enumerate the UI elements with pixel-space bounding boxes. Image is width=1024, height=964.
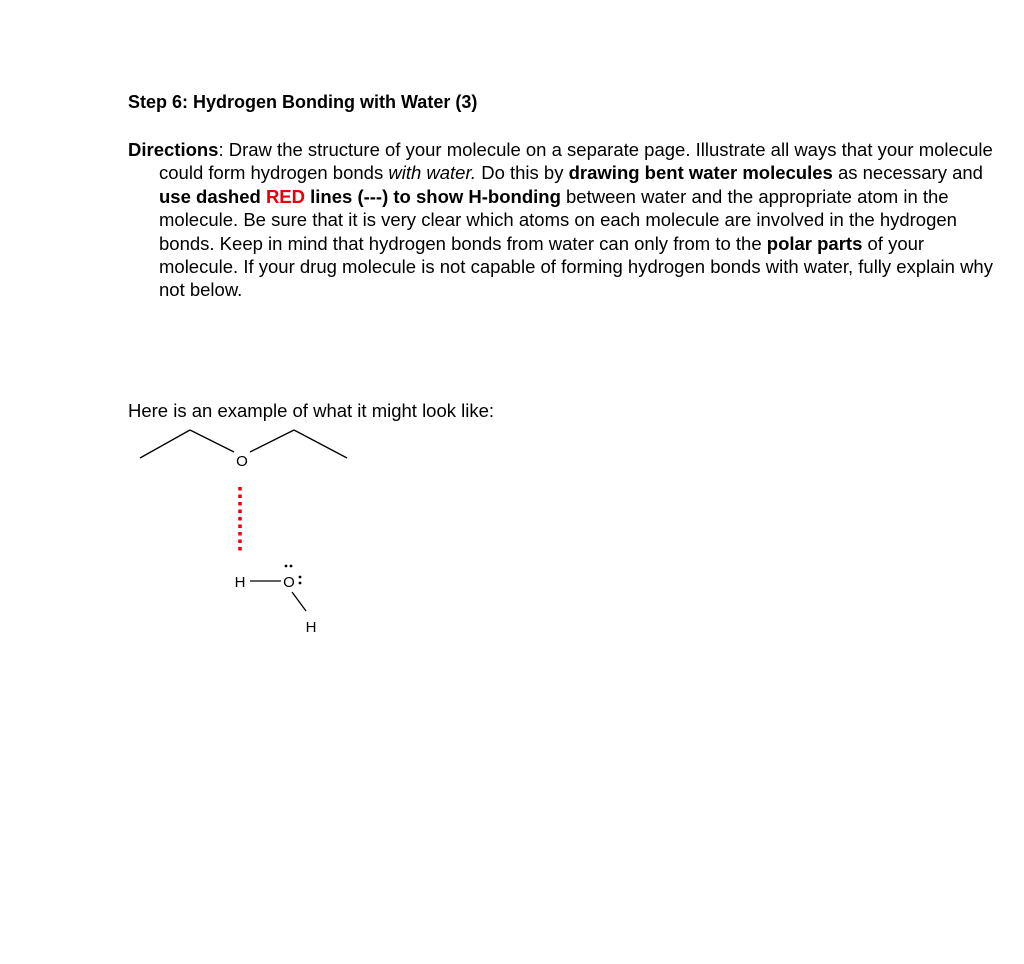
example-caption: Here is an example of what it might look like: (128, 400, 495, 421)
lone-pair-dot (299, 576, 302, 579)
directions-text-9: between water and the appropriate atom in the molecule. Be sure that it is very clear which atoms on each molecule are involved in the hydrogen bonds. Keep in mind that hydrogen bonds from water can only from to the (159, 185, 957, 254)
directions-text-1: : Draw the structure of your molecule on a separate page. Illustrate all ways that your molecule could form hydrogen bonds (159, 139, 993, 184)
water-oxygen-label: O (283, 574, 295, 591)
directions-label: Directions (128, 139, 219, 160)
water-hydrogen-bottom-label: H (305, 619, 317, 636)
directions-text-11: of your molecule. If your drug molecule is not capable of forming hydrogen bonds with water, fully explain why not below. (159, 232, 993, 301)
lone-pair-dot (299, 582, 302, 585)
directions-hbond-lines: lines (---) to show H-bonding (305, 185, 561, 207)
water-hydrogen-left-label: H (234, 574, 246, 591)
lone-pair-dot (285, 565, 288, 568)
bond-left-to-oxygen (190, 430, 234, 452)
step-heading: Step 6: Hydrogen Bonding with Water (3) (128, 92, 478, 112)
directions-red-word: RED (265, 185, 305, 207)
directions-use-dashed: use dashed (159, 185, 266, 207)
directions-text-5: as necessary and (832, 162, 983, 184)
bond-left-ethyl (140, 430, 190, 458)
bond-oxygen-to-right (250, 430, 294, 452)
bond-right-ethyl (294, 430, 347, 458)
directions-text-3: Do this by (476, 162, 569, 184)
ether-oxygen-label: O (236, 453, 248, 470)
lone-pair-dot (290, 565, 293, 568)
bond-water-oxygen-to-h (292, 592, 306, 611)
directions-with-water: with water. (388, 162, 477, 184)
directions-bent-water: drawing bent water molecules (568, 162, 833, 184)
directions-polar-parts: polar parts (766, 232, 863, 254)
